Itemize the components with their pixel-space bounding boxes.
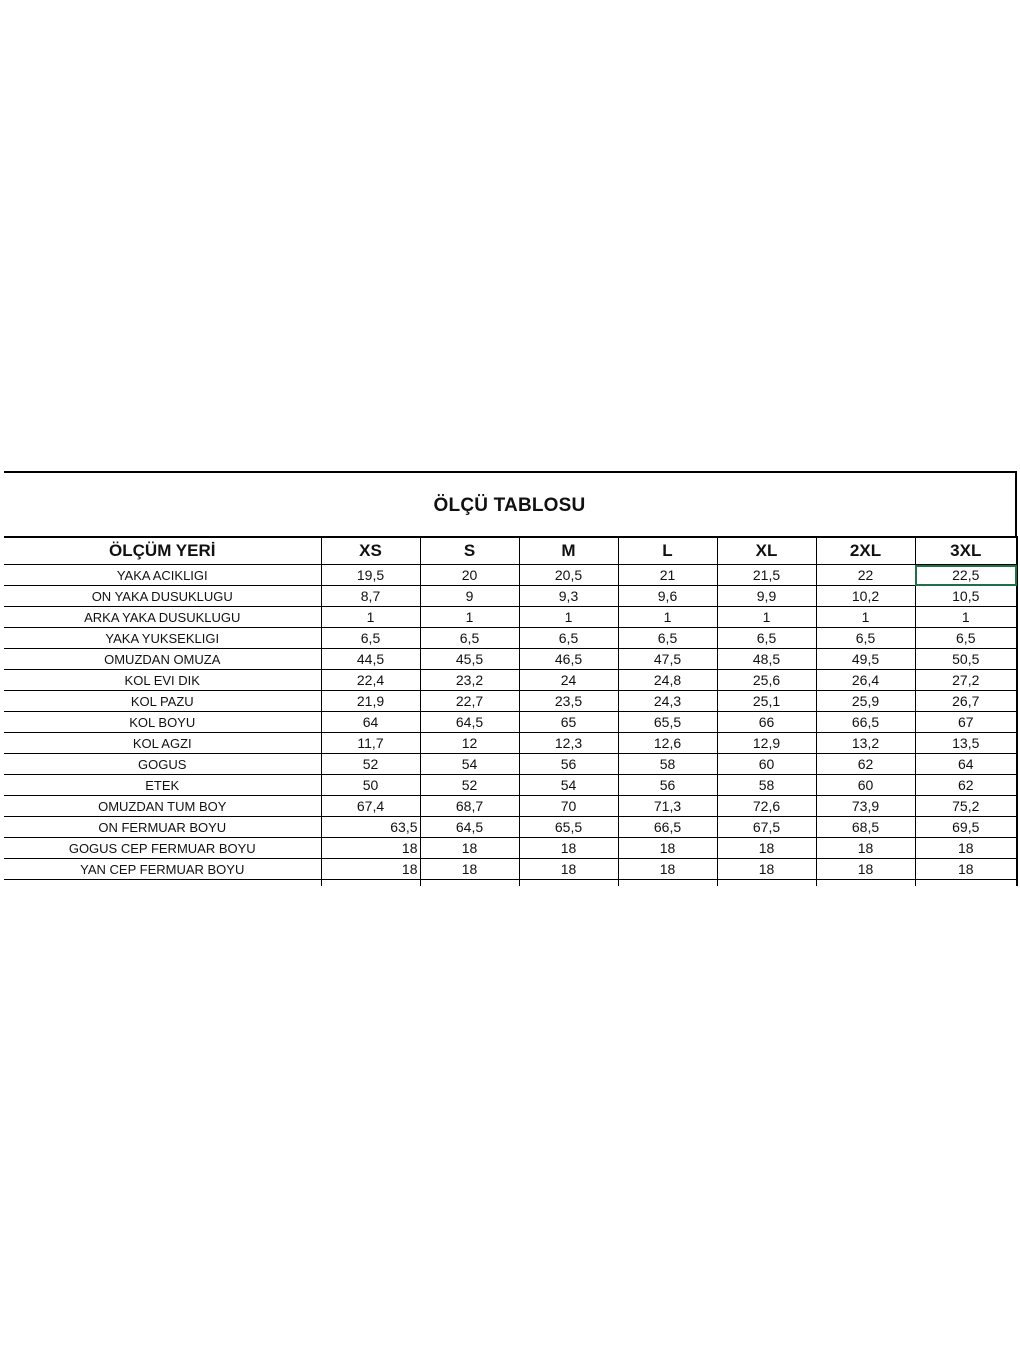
size-chart-sheet [4,471,1017,887]
size-table [4,536,1018,886]
row-label[interactable]: KOL EVI DIK [4,670,321,691]
table-row [4,859,1017,880]
table-cell[interactable]: 18 [420,859,519,880]
table-cell[interactable]: 18 [816,859,915,880]
table-cell[interactable]: 18 [717,859,816,880]
table-row [4,733,1017,754]
table-cell[interactable]: 64 [915,754,1017,775]
table-cell[interactable]: 1 [519,607,618,628]
table-cell[interactable]: 19,5 [321,565,420,586]
table-cell[interactable]: 45,5 [420,649,519,670]
row-label[interactable]: KOL BOYU [4,712,321,733]
table-cell[interactable]: 10,5 [915,586,1017,607]
empty-cell[interactable] [420,880,519,887]
table-cell[interactable]: 68,7 [420,796,519,817]
table-cell[interactable]: 18 [915,859,1017,880]
empty-cell[interactable] [4,880,321,887]
table-cell[interactable]: 50,5 [915,649,1017,670]
table-cell[interactable]: 10,2 [816,586,915,607]
table-row [4,670,1017,691]
table-cell[interactable]: 21 [618,565,717,586]
header-size-xl[interactable]: XL [717,537,816,565]
table-cell[interactable]: 18 [816,838,915,859]
table-cell[interactable]: 18 [618,838,717,859]
table-cell[interactable]: 68,5 [816,817,915,838]
table-cell[interactable]: 63,5 [321,817,420,838]
row-label[interactable]: KOL AGZI [4,733,321,754]
empty-cell[interactable] [321,880,420,887]
table-cell[interactable]: 65 [519,712,618,733]
table-cell[interactable]: 1 [915,607,1017,628]
empty-cell[interactable] [915,880,1017,887]
table-cell[interactable]: 26,7 [915,691,1017,712]
table-cell[interactable]: 69,5 [915,817,1017,838]
header-size-2xl[interactable]: 2XL [816,537,915,565]
table-row [4,712,1017,733]
table-row [4,586,1017,607]
table-cell[interactable]: 60 [816,775,915,796]
table-cell[interactable]: 13,5 [915,733,1017,754]
empty-cell[interactable] [618,880,717,887]
table-cell[interactable]: 6,5 [717,628,816,649]
table-cell[interactable]: 65,5 [519,817,618,838]
table-cell[interactable]: 60 [717,754,816,775]
table-cell[interactable]: 13,2 [816,733,915,754]
table-cell[interactable]: 58 [618,754,717,775]
table-cell[interactable]: 18 [915,838,1017,859]
table-cell[interactable]: 18 [321,859,420,880]
table-cell[interactable]: 24 [519,670,618,691]
row-label[interactable]: ETEK [4,775,321,796]
table-cell[interactable]: 27,2 [915,670,1017,691]
table-cell[interactable]: 56 [618,775,717,796]
table-cell[interactable]: 72,6 [717,796,816,817]
table-cell[interactable]: 1 [816,607,915,628]
table-cell[interactable]: 9,9 [717,586,816,607]
table-cell[interactable]: 1 [618,607,717,628]
table-row [4,838,1017,859]
table-cell[interactable]: 9 [420,586,519,607]
table-cell[interactable]: 18 [321,838,420,859]
table-cell[interactable]: 71,3 [618,796,717,817]
table-cell[interactable]: 11,7 [321,733,420,754]
header-size-3xl[interactable]: 3XL [915,537,1017,565]
table-cell[interactable]: 18 [618,859,717,880]
table-cell[interactable]: 6,5 [519,628,618,649]
row-label[interactable]: YAKA ACIKLIGI [4,565,321,586]
table-cell[interactable]: 67,5 [717,817,816,838]
table-cell[interactable]: 75,2 [915,796,1017,817]
chart-title: ÖLÇÜ TABLOSU [433,495,586,516]
row-label[interactable]: GOGUS [4,754,321,775]
table-cell[interactable]: 1 [321,607,420,628]
table-cell[interactable]: 66,5 [816,712,915,733]
table-cell[interactable]: 48,5 [717,649,816,670]
table-cell[interactable]: 22,4 [321,670,420,691]
table-cell[interactable]: 64,5 [420,712,519,733]
table-cell[interactable]: 62 [816,754,915,775]
table-cell[interactable]: 6,5 [321,628,420,649]
table-cell[interactable]: 6,5 [618,628,717,649]
table-cell[interactable]: 9,3 [519,586,618,607]
title-band [4,471,1017,536]
table-cell[interactable]: 26,4 [816,670,915,691]
table-row-empty [4,880,1017,887]
table-cell[interactable]: 25,1 [717,691,816,712]
table-cell[interactable]: 12 [420,733,519,754]
table-cell[interactable]: 25,9 [816,691,915,712]
table-cell[interactable]: 24,3 [618,691,717,712]
header-measurement[interactable]: ÖLÇÜM YERİ [4,537,321,565]
table-cell[interactable]: 52 [420,775,519,796]
table-cell[interactable]: 18 [420,838,519,859]
row-label[interactable]: YAN CEP FERMUAR BOYU [4,859,321,880]
row-label[interactable]: YAKA YUKSEKLIGI [4,628,321,649]
table-cell[interactable]: 12,3 [519,733,618,754]
selected-cell[interactable]: 22,5 [915,565,1017,586]
table-cell[interactable]: 64 [321,712,420,733]
table-row [4,607,1017,628]
table-cell[interactable]: 50 [321,775,420,796]
table-cell[interactable]: 6,5 [915,628,1017,649]
table-cell[interactable]: 49,5 [816,649,915,670]
empty-cell[interactable] [717,880,816,887]
table-row [4,775,1017,796]
table-cell[interactable]: 62 [915,775,1017,796]
header-size-s[interactable]: S [420,537,519,565]
header-size-m[interactable]: M [519,537,618,565]
row-label[interactable]: ON FERMUAR BOYU [4,817,321,838]
table-cell[interactable]: 66,5 [618,817,717,838]
table-cell[interactable]: 9,6 [618,586,717,607]
table-cell[interactable]: 23,5 [519,691,618,712]
table-cell[interactable]: 18 [519,859,618,880]
row-label[interactable]: OMUZDAN OMUZA [4,649,321,670]
table-cell[interactable]: 24,8 [618,670,717,691]
row-label[interactable]: OMUZDAN TUM BOY [4,796,321,817]
table-row [4,565,1017,586]
table-cell[interactable]: 70 [519,796,618,817]
table-cell[interactable]: 65,5 [618,712,717,733]
row-label[interactable]: KOL PAZU [4,691,321,712]
table-cell[interactable]: 6,5 [816,628,915,649]
table-row [4,649,1017,670]
table-cell[interactable]: 1 [717,607,816,628]
table-cell[interactable]: 47,5 [618,649,717,670]
table-row [4,691,1017,712]
table-cell[interactable]: 56 [519,754,618,775]
table-cell[interactable]: 66 [717,712,816,733]
table-row [4,817,1017,838]
header-size-xs[interactable]: XS [321,537,420,565]
table-cell[interactable]: 52 [321,754,420,775]
empty-cell[interactable] [519,880,618,887]
table-row [4,628,1017,649]
table-cell[interactable]: 1 [420,607,519,628]
table-cell[interactable]: 54 [519,775,618,796]
table-cell[interactable]: 22 [816,565,915,586]
table-cell[interactable]: 8,7 [321,586,420,607]
table-row [4,754,1017,775]
row-label[interactable]: ARKA YAKA DUSUKLUGU [4,607,321,628]
table-cell[interactable]: 12,9 [717,733,816,754]
table-cell[interactable]: 20,5 [519,565,618,586]
table-cell[interactable]: 67 [915,712,1017,733]
table-cell[interactable]: 18 [717,838,816,859]
table-cell[interactable]: 54 [420,754,519,775]
table-cell[interactable]: 22,7 [420,691,519,712]
row-label[interactable]: ON YAKA DUSUKLUGU [4,586,321,607]
table-cell[interactable]: 21,5 [717,565,816,586]
table-cell[interactable]: 58 [717,775,816,796]
table-cell[interactable]: 73,9 [816,796,915,817]
empty-cell[interactable] [816,880,915,887]
table-cell[interactable]: 20 [420,565,519,586]
row-label[interactable]: GOGUS CEP FERMUAR BOYU [4,838,321,859]
table-cell[interactable]: 25,6 [717,670,816,691]
table-cell[interactable]: 64,5 [420,817,519,838]
table-cell[interactable]: 67,4 [321,796,420,817]
table-cell[interactable]: 18 [519,838,618,859]
table-cell[interactable]: 6,5 [420,628,519,649]
table-cell[interactable]: 23,2 [420,670,519,691]
table-row [4,796,1017,817]
table-cell[interactable]: 44,5 [321,649,420,670]
header-size-l[interactable]: L [618,537,717,565]
table-cell[interactable]: 21,9 [321,691,420,712]
table-cell[interactable]: 46,5 [519,649,618,670]
header-row [4,537,1017,565]
table-cell[interactable]: 12,6 [618,733,717,754]
table-body [4,565,1017,887]
